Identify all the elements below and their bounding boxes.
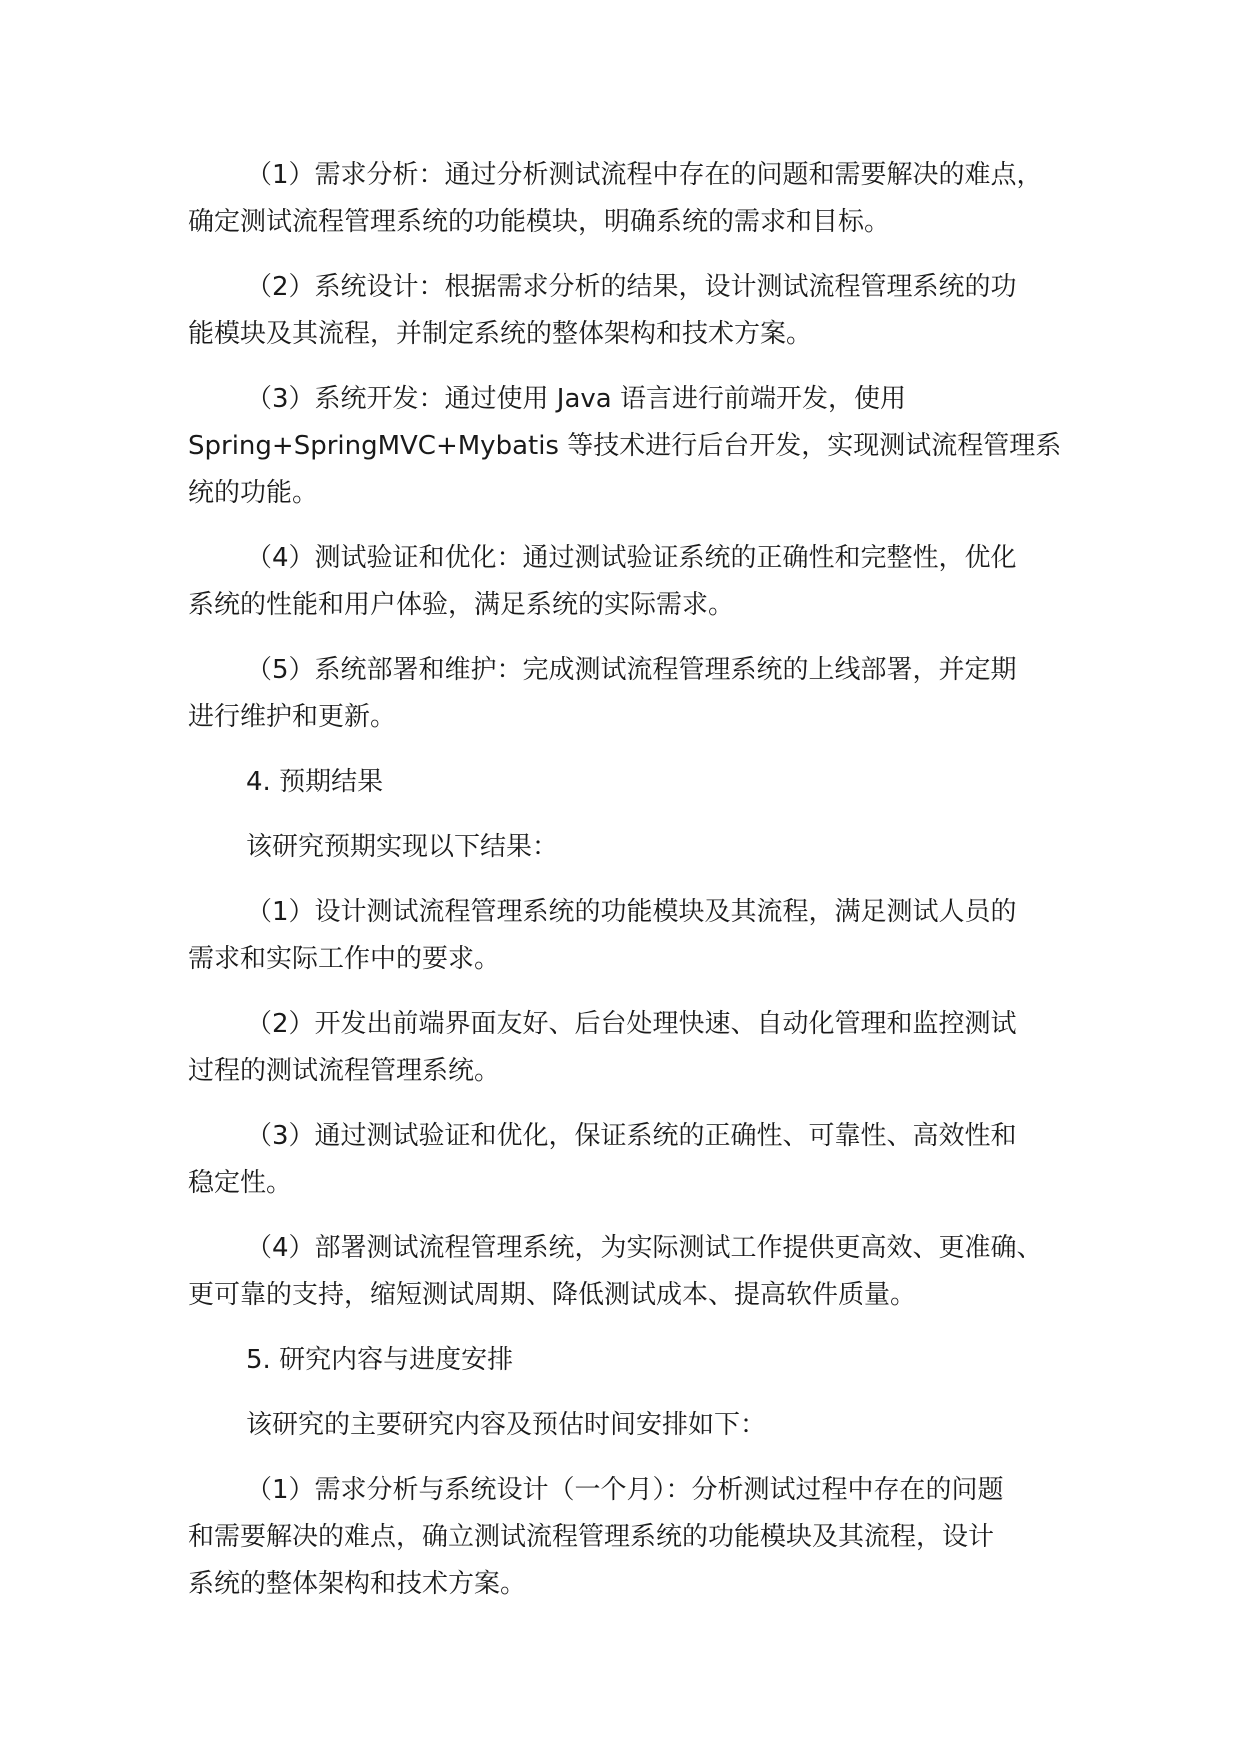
text-line: 该研究预期实现以下结果： <box>246 832 559 862</box>
document-body <box>188 152 1088 1626</box>
text-line: 能模块及其流程，并制定系统的整体架构和技术方案。 <box>188 319 813 349</box>
intro-paragraph <box>188 1402 1088 1449</box>
text-line: 系统的性能和用户体验，满足系统的实际需求。 <box>188 590 735 620</box>
text-line: （4）部署测试流程管理系统，为实际测试工作提供更高效、更准确、 <box>246 1233 1043 1263</box>
list-item <box>188 152 1088 246</box>
list-item <box>188 1113 1088 1207</box>
text-line: 系统的整体架构和技术方案。 <box>188 1569 527 1599</box>
text-line: （2）系统设计：根据需求分析的结果，设计测试流程管理系统的功 <box>246 272 1017 302</box>
text-line: （2）开发出前端界面友好、后台处理快速、自动化管理和监控测试 <box>246 1009 1017 1039</box>
text-line: （1）需求分析与系统设计（一个月）：分析测试过程中存在的问题 <box>246 1475 1004 1505</box>
text-line: （1）设计测试流程管理系统的功能模块及其流程，满足测试人员的 <box>246 897 1017 927</box>
text-line: （3）系统开发：通过使用 Java 语言进行前端开发，使用 <box>246 384 906 414</box>
text-line: （3）通过测试验证和优化，保证系统的正确性、可靠性、高效性和 <box>246 1121 1017 1151</box>
list-item <box>188 1001 1088 1095</box>
list-item <box>188 647 1088 741</box>
text-line: 需求和实际工作中的要求。 <box>188 944 501 974</box>
text-line: 该研究的主要研究内容及预估时间安排如下： <box>246 1410 767 1440</box>
section-heading-text: 4. 预期结果 <box>246 767 384 797</box>
text-line: 过程的测试流程管理系统。 <box>188 1056 501 1086</box>
list-item <box>188 376 1088 517</box>
text-line: 进行维护和更新。 <box>188 702 397 732</box>
list-item <box>188 1225 1088 1319</box>
text-line: 更可靠的支持，缩短测试周期、降低测试成本、提高软件质量。 <box>188 1280 917 1310</box>
text-line: 和需要解决的难点，确立测试流程管理系统的功能模块及其流程，设计 <box>188 1522 995 1552</box>
list-item <box>188 535 1088 629</box>
text-line: 统的功能。 <box>188 478 319 508</box>
text-line: （5）系统部署和维护：完成测试流程管理系统的上线部署，并定期 <box>246 655 1017 685</box>
section-heading <box>188 759 1088 806</box>
text-line: （4）测试验证和优化：通过测试验证系统的正确性和完整性，优化 <box>246 543 1017 573</box>
text-line: 稳定性。 <box>188 1168 293 1198</box>
text-line: Spring+SpringMVC+Mybatis 等技术进行后台开发，实现测试流程管理系 <box>188 431 1062 461</box>
intro-paragraph <box>188 824 1088 871</box>
text-line: 确定测试流程管理系统的功能模块，明确系统的需求和目标。 <box>188 207 891 237</box>
list-item <box>188 264 1088 358</box>
list-item <box>188 1467 1088 1608</box>
section-heading-text: 5. 研究内容与进度安排 <box>246 1345 514 1375</box>
text-line: （1）需求分析：通过分析测试流程中存在的问题和需要解决的难点， <box>246 160 1043 190</box>
section-heading <box>188 1337 1088 1384</box>
list-item <box>188 889 1088 983</box>
